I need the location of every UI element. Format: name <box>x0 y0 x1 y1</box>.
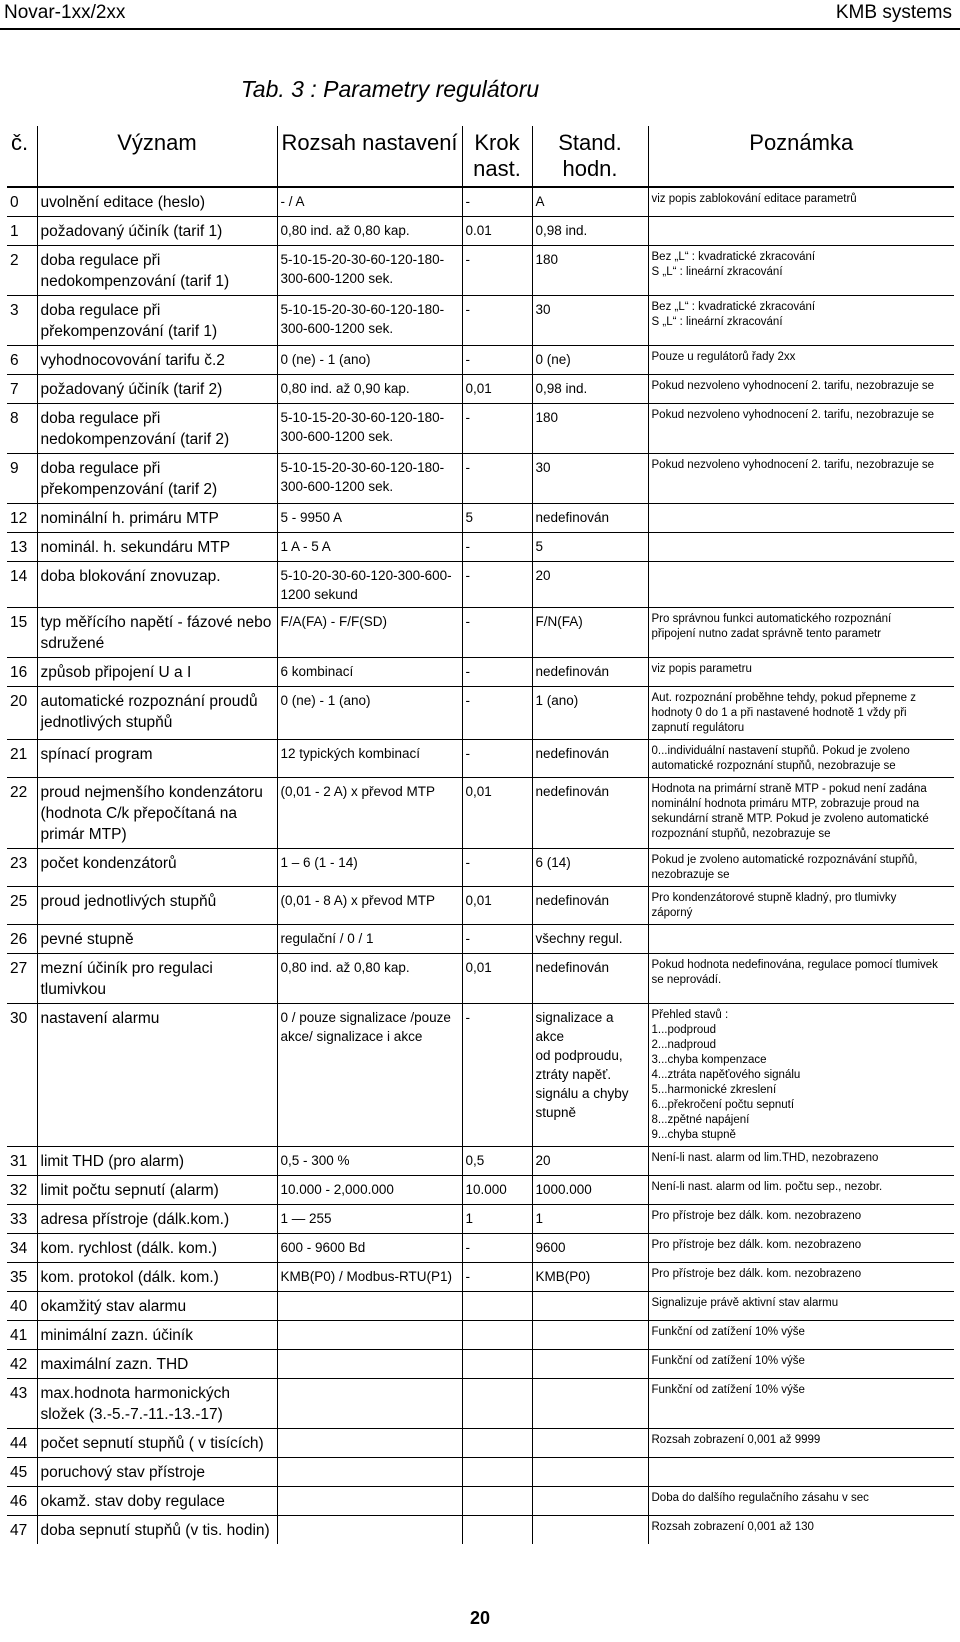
parameter-meaning: adresa přístroje (dálk.kom.) <box>37 1205 277 1234</box>
table-row <box>7 1176 954 1205</box>
parameter-default: nedefinován <box>532 954 648 1004</box>
parameter-range: 600 - 9600 Bd <box>277 1234 462 1263</box>
parameter-range: 5-10-15-20-30-60-120-180- 300-600-1200 sek. <box>277 246 462 296</box>
parameter-range: 0,80 ind. až 0,90 kap. <box>277 375 462 404</box>
parameter-note <box>648 533 954 562</box>
parameter-range: 0,80 ind. až 0,80 kap. <box>277 217 462 246</box>
table-row <box>7 533 954 562</box>
parameter-note: Pokud nezvoleno vyhodnocení 2. tarifu, nezobrazuje se <box>648 375 954 404</box>
parameter-note <box>648 217 954 246</box>
parameter-range <box>277 1516 462 1545</box>
parameter-note: Bez „L“ : kvadratické zkracování S „L“ : lineární zkracování <box>648 296 954 346</box>
column-header-number: č. <box>7 126 37 187</box>
parameter-range: 0 / pouze signalizace /pouze akce/ signalizace i akce <box>277 1004 462 1147</box>
parameter-step: - <box>462 404 532 454</box>
parameter-step: - <box>462 187 532 217</box>
parameter-meaning: nominál. h. sekundáru MTP <box>37 533 277 562</box>
page-number: 20 <box>469 1608 491 1628</box>
parameter-meaning: uvolnění editace (heslo) <box>37 187 277 217</box>
table-row <box>7 778 954 849</box>
parameter-meaning: spínací program <box>37 740 277 778</box>
parameter-note: Funkční od zatížení 10% výše <box>648 1350 954 1379</box>
parameter-step: - <box>462 849 532 887</box>
parameter-range: F/A(FA) - F/F(SD) <box>277 608 462 658</box>
table-body <box>7 187 954 1544</box>
parameter-default: 30 <box>532 454 648 504</box>
parameter-number: 6 <box>7 346 37 375</box>
parameter-step: 5 <box>462 504 532 533</box>
parameter-number: 2 <box>7 246 37 296</box>
parameter-step: 1 <box>462 1205 532 1234</box>
parameter-number: 43 <box>7 1379 37 1429</box>
parameter-range <box>277 1292 462 1321</box>
parameter-meaning: doba blokování znovuzap. <box>37 562 277 608</box>
table-header-row <box>7 126 954 187</box>
parameter-note: Rozsah zobrazení 0,001 až 130 <box>648 1516 954 1545</box>
parameter-step: - <box>462 1263 532 1292</box>
column-header-note: Poznámka <box>749 130 854 155</box>
parameter-number: 23 <box>7 849 37 887</box>
parameter-meaning: proud nejmenšího kondenzátoru (hodnota C/k přepočítaná na primár MTP) <box>37 778 277 849</box>
parameter-range: - / A <box>277 187 462 217</box>
parameter-step <box>462 1516 532 1545</box>
parameter-default: 6 (14) <box>532 849 648 887</box>
parameter-range: 1 A - 5 A <box>277 533 462 562</box>
parameter-step: - <box>462 533 532 562</box>
table-row <box>7 925 954 954</box>
parameter-step: 0,01 <box>462 954 532 1004</box>
parameter-note: Funkční od zatížení 10% výše <box>648 1379 954 1429</box>
parameter-meaning: počet sepnutí stupňů ( v tisících) <box>37 1429 277 1458</box>
table-row <box>7 187 954 217</box>
table-row <box>7 296 954 346</box>
parameter-step: - <box>462 296 532 346</box>
parameter-note: Rozsah zobrazení 0,001 až 9999 <box>648 1429 954 1458</box>
parameter-note: Pokud nezvoleno vyhodnocení 2. tarifu, nezobrazuje se <box>648 404 954 454</box>
parameter-range <box>277 1487 462 1516</box>
parameter-meaning: pevné stupně <box>37 925 277 954</box>
parameter-range <box>277 1350 462 1379</box>
parameter-step: - <box>462 687 532 740</box>
parameter-number: 26 <box>7 925 37 954</box>
parameter-note: Aut. rozpoznání proběhne tehdy, pokud přepneme z hodnoty 0 do 1 a při nastavené hodnotě 1 vždy při zapnutí regulátoru <box>648 687 954 740</box>
table-row <box>7 740 954 778</box>
parameter-number: 40 <box>7 1292 37 1321</box>
parameter-default: nedefinován <box>532 504 648 533</box>
parameter-note <box>648 1458 954 1487</box>
table-row <box>7 246 954 296</box>
parameter-step: - <box>462 925 532 954</box>
parameter-note: Pro správnou funkci automatického rozpoznání připojení nutno zadat správně tento parametr <box>648 608 954 658</box>
parameter-number: 27 <box>7 954 37 1004</box>
header-rule <box>0 28 960 30</box>
parameter-range: 5-10-15-20-30-60-120-180- 300-600-1200 sek. <box>277 454 462 504</box>
parameter-default: KMB(P0) <box>532 1263 648 1292</box>
parameter-default: nedefinován <box>532 778 648 849</box>
parameter-number: 41 <box>7 1321 37 1350</box>
parameter-meaning: automatické rozpoznání proudů jednotlivých stupňů <box>37 687 277 740</box>
table-row <box>7 454 954 504</box>
parameter-meaning: nominální h. primáru MTP <box>37 504 277 533</box>
table-row <box>7 608 954 658</box>
parameter-meaning: mezní účiník pro regulaci tlumivkou <box>37 954 277 1004</box>
parameter-range: 0,5 - 300 % <box>277 1147 462 1176</box>
parameter-meaning: okamž. stav doby regulace <box>37 1487 277 1516</box>
parameter-number: 13 <box>7 533 37 562</box>
parameter-meaning: typ měřícího napětí - fázové nebo sdružené <box>37 608 277 658</box>
parameter-range <box>277 1458 462 1487</box>
parameter-note: Pouze u regulátorů řady 2xx <box>648 346 954 375</box>
parameter-number: 31 <box>7 1147 37 1176</box>
parameter-default: 20 <box>532 562 648 608</box>
parameter-note: Doba do dalšího regulačního zásahu v sec <box>648 1487 954 1516</box>
table-row <box>7 887 954 925</box>
parameter-default <box>532 1350 648 1379</box>
parameter-default <box>532 1487 648 1516</box>
table-row <box>7 1205 954 1234</box>
parameter-meaning: doba sepnutí stupňů (v tis. hodin) <box>37 1516 277 1545</box>
parameter-number: 20 <box>7 687 37 740</box>
parameter-default <box>532 1292 648 1321</box>
parameter-note: 0...individuální nastavení stupňů. Pokud je zvoleno automatické rozpoznání stupňů, nezobrazuje se <box>648 740 954 778</box>
parameter-note: Pro kondenzátorové stupně kladný, pro tlumivky záporný <box>648 887 954 925</box>
parameter-step: - <box>462 454 532 504</box>
table-row <box>7 658 954 687</box>
parameter-default <box>532 1429 648 1458</box>
parameter-step <box>462 1458 532 1487</box>
parameter-number: 32 <box>7 1176 37 1205</box>
parameter-note: Přehled stavů : 1...podproud 2...nadproud 3...chyba kompenzace 4...ztráta napěťového signálu 5...harmonické zkreslení 6...překročení počtu sepnutí 8...zpětné napájení 9...chyba stupně <box>648 1004 954 1147</box>
parameter-step: - <box>462 1004 532 1147</box>
parameter-meaning: doba regulace při překompenzování (tarif 2) <box>37 454 277 504</box>
parameter-meaning: kom. rychlost (dálk. kom.) <box>37 1234 277 1263</box>
parameter-meaning: proud jednotlivých stupňů <box>37 887 277 925</box>
table-row <box>7 504 954 533</box>
parameter-meaning: požadovaný účiník (tarif 1) <box>37 217 277 246</box>
table-title: Tab. 3 : Parametry regulátoru <box>240 76 540 102</box>
parameter-step: 0,01 <box>462 375 532 404</box>
parameter-number: 45 <box>7 1458 37 1487</box>
parameter-range: 10.000 - 2,000.000 <box>277 1176 462 1205</box>
table-row <box>7 562 954 608</box>
parameter-range: 6 kombinací <box>277 658 462 687</box>
parameter-note: Pro přístroje bez dálk. kom. nezobrazeno <box>648 1205 954 1234</box>
parameter-default <box>532 1516 648 1545</box>
parameter-step <box>462 1429 532 1458</box>
parameter-default: 1 (ano) <box>532 687 648 740</box>
table-row <box>7 1234 954 1263</box>
parameter-note: Pokud je zvoleno automatické rozpoznávání stupňů, nezobrazuje se <box>648 849 954 887</box>
parameter-default: 20 <box>532 1147 648 1176</box>
parameter-default: 0,98 ind. <box>532 375 648 404</box>
table-row <box>7 217 954 246</box>
parameter-default: 0 (ne) <box>532 346 648 375</box>
parameter-note <box>648 562 954 608</box>
parameter-note <box>648 925 954 954</box>
parameter-range <box>277 1429 462 1458</box>
table-row <box>7 1458 954 1487</box>
parameter-step: - <box>462 740 532 778</box>
parameter-range <box>277 1321 462 1350</box>
table-row <box>7 1379 954 1429</box>
parameter-range: 0 (ne) - 1 (ano) <box>277 346 462 375</box>
parameter-range: (0,01 - 2 A) x převod MTP <box>277 778 462 849</box>
parameter-range: 1 — 255 <box>277 1205 462 1234</box>
parameter-meaning: doba regulace při nedokompenzování (tarif 2) <box>37 404 277 454</box>
parameter-number: 46 <box>7 1487 37 1516</box>
parameter-step <box>462 1350 532 1379</box>
parameter-step: 10.000 <box>462 1176 532 1205</box>
parameter-default: A <box>532 187 648 217</box>
parameter-note <box>648 504 954 533</box>
parameter-range: 5-10-15-20-30-60-120-180- 300-600-1200 sek. <box>277 296 462 346</box>
parameter-note: Signalizuje právě aktivní stav alarmu <box>648 1292 954 1321</box>
parameter-note: viz popis parametru <box>648 658 954 687</box>
parameter-note: Pokud hodnota nedefinována, regulace pomocí tlumivek se neprovádí. <box>648 954 954 1004</box>
parameter-number: 34 <box>7 1234 37 1263</box>
parameter-default <box>532 1379 648 1429</box>
parameter-default <box>532 1458 648 1487</box>
parameter-step: - <box>462 346 532 375</box>
parameter-range: 0 (ne) - 1 (ano) <box>277 687 462 740</box>
parameter-range: regulační / 0 / 1 <box>277 925 462 954</box>
header-product: Novar-1xx/2xx <box>4 2 126 23</box>
column-header-meaning: Význam <box>37 126 277 187</box>
parameter-step <box>462 1292 532 1321</box>
parameter-number: 35 <box>7 1263 37 1292</box>
parameter-meaning: limit THD (pro alarm) <box>37 1147 277 1176</box>
parameter-step <box>462 1321 532 1350</box>
parameter-range: 0,80 ind. až 0,80 kap. <box>277 954 462 1004</box>
parameter-meaning: limit počtu sepnutí (alarm) <box>37 1176 277 1205</box>
parameter-step: 0.01 <box>462 217 532 246</box>
table-row <box>7 1292 954 1321</box>
parameter-meaning: způsob připojení U a I <box>37 658 277 687</box>
parameter-default: nedefinován <box>532 740 648 778</box>
parameter-meaning: požadovaný účiník (tarif 2) <box>37 375 277 404</box>
parameter-default: 9600 <box>532 1234 648 1263</box>
table-row <box>7 1516 954 1545</box>
table-row <box>7 849 954 887</box>
parameter-default: signalizace a akce od podproudu, ztráty napěť. signálu a chyby stupně <box>532 1004 648 1147</box>
parameter-default: 5 <box>532 533 648 562</box>
header-company: KMB systems <box>835 2 952 23</box>
parameter-range: 1 – 6 (1 - 14) <box>277 849 462 887</box>
parameter-default: 30 <box>532 296 648 346</box>
parameter-step: - <box>462 1234 532 1263</box>
parameter-note: viz popis zablokování editace parametrů <box>648 187 954 217</box>
parameter-meaning: doba regulace při překompenzování (tarif 1) <box>37 296 277 346</box>
parameter-number: 16 <box>7 658 37 687</box>
parameter-meaning: max.hodnota harmonických složek (3.-5.-7.-11.-13.-17) <box>37 1379 277 1429</box>
parameter-default: 180 <box>532 404 648 454</box>
parameter-range: 5-10-15-20-30-60-120-180- 300-600-1200 sek. <box>277 404 462 454</box>
parameter-default: 1000.000 <box>532 1176 648 1205</box>
column-header-step: Krok nast. <box>462 126 532 187</box>
parameter-step: - <box>462 562 532 608</box>
table-row <box>7 687 954 740</box>
table-row <box>7 954 954 1004</box>
parameter-note: Není-li nast. alarm od lim.THD, nezobrazeno <box>648 1147 954 1176</box>
parameters-table <box>7 126 954 1544</box>
table-row <box>7 346 954 375</box>
parameter-number: 9 <box>7 454 37 504</box>
parameter-number: 42 <box>7 1350 37 1379</box>
parameter-meaning: okamžitý stav alarmu <box>37 1292 277 1321</box>
column-header-range: Rozsah nastavení <box>277 126 462 187</box>
table-row <box>7 1321 954 1350</box>
parameter-meaning: počet kondenzátorů <box>37 849 277 887</box>
parameter-number: 8 <box>7 404 37 454</box>
parameter-meaning: maximální zazn. THD <box>37 1350 277 1379</box>
parameter-meaning: kom. protokol (dálk. kom.) <box>37 1263 277 1292</box>
parameter-number: 22 <box>7 778 37 849</box>
parameter-meaning: doba regulace při nedokompenzování (tarif 1) <box>37 246 277 296</box>
table-row <box>7 1263 954 1292</box>
parameter-number: 7 <box>7 375 37 404</box>
table-row <box>7 404 954 454</box>
table-row <box>7 1004 954 1147</box>
parameter-step: - <box>462 658 532 687</box>
parameter-default: nedefinován <box>532 887 648 925</box>
parameter-default <box>532 1321 648 1350</box>
parameter-default: 1 <box>532 1205 648 1234</box>
parameter-default: všechny regul. <box>532 925 648 954</box>
parameter-note: Není-li nast. alarm od lim. počtu sep., nezobr. <box>648 1176 954 1205</box>
parameter-number: 14 <box>7 562 37 608</box>
parameter-number: 30 <box>7 1004 37 1147</box>
parameter-step: 0,5 <box>462 1147 532 1176</box>
parameter-note: Pro přístroje bez dálk. kom. nezobrazeno <box>648 1234 954 1263</box>
parameter-step: - <box>462 608 532 658</box>
parameter-number: 33 <box>7 1205 37 1234</box>
parameter-note: Pokud nezvoleno vyhodnocení 2. tarifu, nezobrazuje se <box>648 454 954 504</box>
parameter-step: 0,01 <box>462 887 532 925</box>
parameter-range: KMB(P0) / Modbus-RTU(P1) <box>277 1263 462 1292</box>
parameter-number: 3 <box>7 296 37 346</box>
parameter-number: 47 <box>7 1516 37 1545</box>
table-row <box>7 1429 954 1458</box>
table-row <box>7 375 954 404</box>
parameter-step <box>462 1379 532 1429</box>
page-header <box>0 0 960 30</box>
parameter-number: 44 <box>7 1429 37 1458</box>
table-row <box>7 1487 954 1516</box>
parameter-range: (0,01 - 8 A) x převod MTP <box>277 887 462 925</box>
parameter-meaning: vyhodnocovování tarifu č.2 <box>37 346 277 375</box>
parameter-range: 12 typických kombinací <box>277 740 462 778</box>
parameter-note: Bez „L“ : kvadratické zkracování S „L“ : lineární zkracování <box>648 246 954 296</box>
table-row <box>7 1350 954 1379</box>
parameter-step: - <box>462 246 532 296</box>
parameter-note: Pro přístroje bez dálk. kom. nezobrazeno <box>648 1263 954 1292</box>
parameter-default: 0,98 ind. <box>532 217 648 246</box>
parameter-meaning: poruchový stav přístroje <box>37 1458 277 1487</box>
parameter-default: F/N(FA) <box>532 608 648 658</box>
parameter-number: 25 <box>7 887 37 925</box>
column-header-default: Stand. hodn. <box>532 126 648 187</box>
parameter-range: 5-10-20-30-60-120-300-600- 1200 sekund <box>277 562 462 608</box>
parameter-number: 1 <box>7 217 37 246</box>
parameter-meaning: nastavení alarmu <box>37 1004 277 1147</box>
parameter-range: 5 - 9950 A <box>277 504 462 533</box>
parameter-number: 21 <box>7 740 37 778</box>
parameter-step <box>462 1487 532 1516</box>
parameter-default: nedefinován <box>532 658 648 687</box>
parameter-step: 0,01 <box>462 778 532 849</box>
parameter-number: 0 <box>7 187 37 217</box>
parameter-meaning: minimální zazn. účiník <box>37 1321 277 1350</box>
parameter-range <box>277 1379 462 1429</box>
parameter-number: 15 <box>7 608 37 658</box>
table-row <box>7 1147 954 1176</box>
parameter-default: 180 <box>532 246 648 296</box>
parameter-note: Funkční od zatížení 10% výše <box>648 1321 954 1350</box>
parameter-note: Hodnota na primární straně MTP - pokud není zadána nominální hodnota primáru MTP, zobrazuje proud na sekundární straně MTP. Pokud je zvoleno automatické rozpoznání stupňů, nezobrazuje se <box>648 778 954 849</box>
parameter-number: 12 <box>7 504 37 533</box>
